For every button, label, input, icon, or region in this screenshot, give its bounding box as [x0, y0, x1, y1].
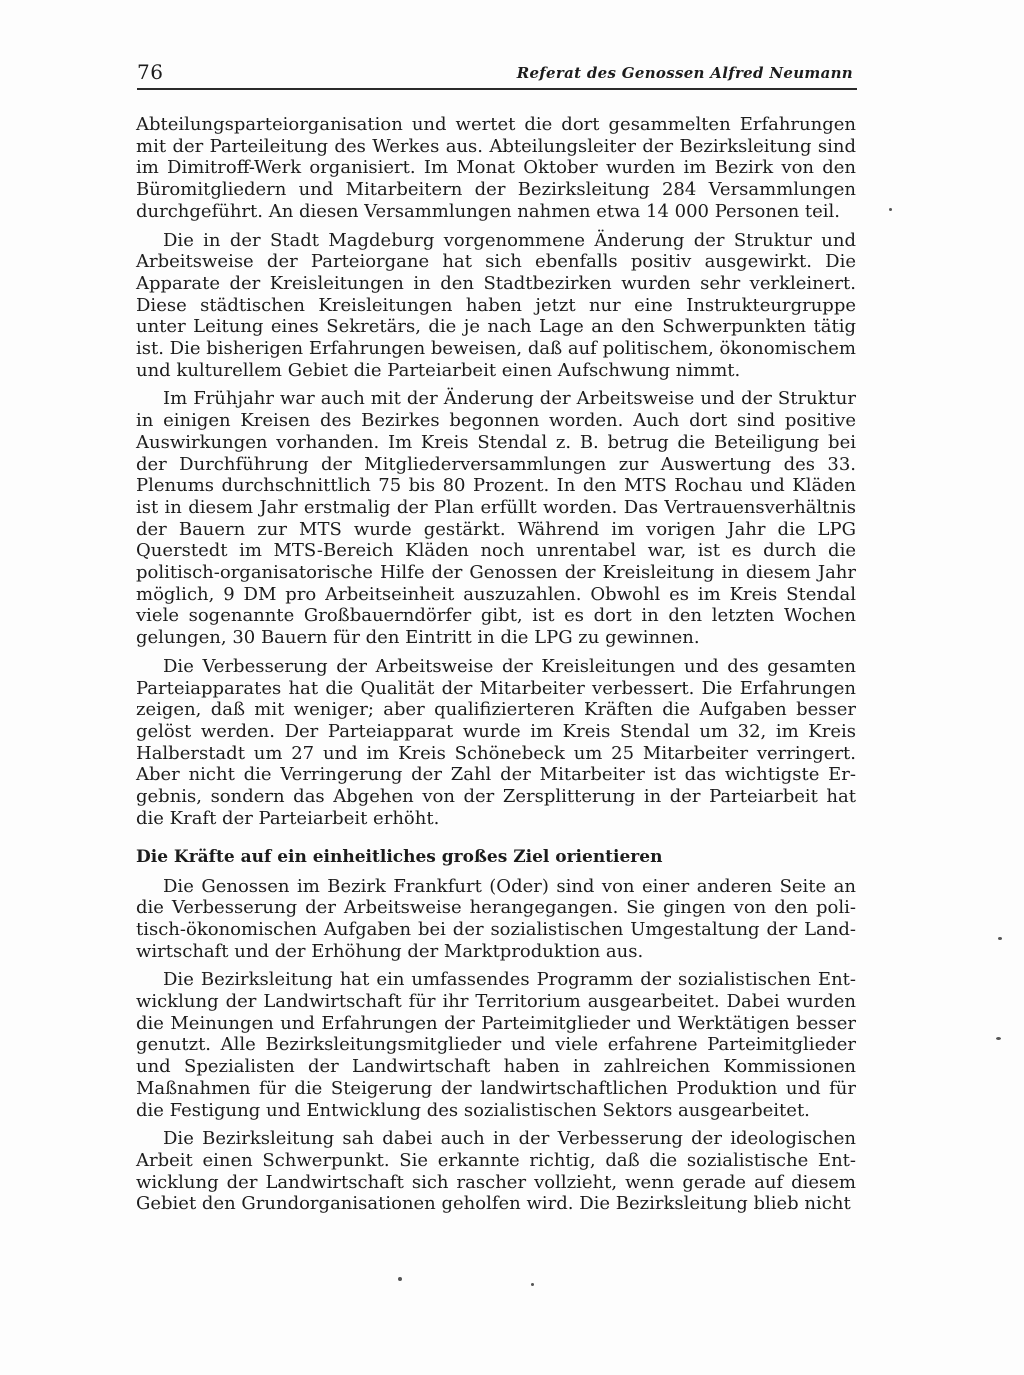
- section-heading: Die Kräfte auf ein einheitliches großes Ziel orientieren: [136, 846, 663, 867]
- scan-speck: [889, 208, 892, 211]
- paragraph: Die Genossen im Bezirk Frankfurt (Oder) sind von einer anderen Seite an die Verbesserung der Arbeitsweise herangegangen. Sie gingen von den politisch-ökonomischen Aufgaben bei der sozialistischen Umgestaltung der Landwirtschaft und der Erhöhung der Marktproduktion aus.: [136, 875, 856, 962]
- page-number: 76: [137, 60, 164, 84]
- paragraph-continued: Abteilungsparteiorganisation und wertet die dort gesammelten Erfahrungen mit der Parteileitung des Werkes aus. Abteilungsleiter der Bezirksleitung sind im Dimitroff-Werk organisiert. Im Monat Oktober wurden im Bezirk von den Büromitgliedern und Mitarbeitern der Bezirksleitung 284 Versammlungen durchgeführt. An diesen Versammlungen nahmen etwa 14 000 Personen teil.: [136, 114, 856, 222]
- paragraph: Im Frühjahr war auch mit der Änderung der Arbeitsweise und der Struktur in einigen Kreisen des Bezirkes begonnen worden. Auch dort sind positive Auswirkungen vorhanden. Im Kreis Stendal z. B. betrug die Beteiligung bei der Durchführung der Mitgliederversammlungen zur Auswertung des 33. Plenums durchschnittlich 75 bis 80 Prozent. In den MTS Rochau und Kläden ist in diesem Jahr erstmalig der Plan erfüllt worden. Das Vertrauensverhältnis der Bauern zur MTS wurde gestärkt. Während im vorigen Jahr die LPG Querstedt im MTS-Bereich Kläden noch unrentabel war, ist es durch die politisch-organisatorische Hilfe der Genossen der Kreisleitung in diesem Jahr möglich, 9 DM pro Arbeitseinheit auszuzahlen. Obwohl es im Kreis Stendal viele sogenannte Großbauerndörfer gibt, ist es dort in den letzten Wochen gelungen, 30 Bauern für den Eintritt in die LPG zu gewinnen.: [136, 388, 856, 649]
- body-text: [136, 114, 856, 1222]
- running-head: Referat des Genossen Alfred Neumann: [516, 64, 853, 82]
- page-header: [137, 58, 857, 90]
- paragraph: Die in der Stadt Magdeburg vorgenommene Änderung der Struktur und Arbeitsweise der Parteiorgane hat sich ebenfalls positiv ausgewirkt. Die Apparate der Kreisleitungen in den Stadtbezirken wurden sehr verkleinert. Diese städtischen Kreisleitungen haben jetzt nur eine Instrukteurgruppe unter Leitung eines Sekretärs, die je nach Lage an den Schwerpunkten tätig ist. Die bisherigen Erfahrungen beweisen, daß auf politischem, ökonomischem und kulturellem Gebiet die Parteiarbeit einen Aufschwung nimmt.: [136, 229, 856, 381]
- paragraph-continues: Die Bezirksleitung sah dabei auch in der Verbesserung der ideologischen Arbeit einen Schwerpunkt. Sie erkannte richtig, daß die sozialistische Entwicklung der Landwirtschaft sich rascher vollzieht, wenn gerade auf diesem Gebiet den Grundorganisationen geholfen wird. Die Bezirksleitung blieb nicht: [136, 1128, 856, 1215]
- scan-speck: [996, 1037, 1001, 1040]
- paragraph: Die Bezirksleitung hat ein umfassendes Programm der sozialistischen Entwicklung der Landwirtschaft für ihr Territorium ausgearbeitet. Dabei wurden die Meinungen und Erfahrungen der Parteimitglieder und Werktätigen besser genutzt. Alle Bezirksleitungsmitglieder und viele erfahrene Parteimitglieder und Spezialisten der Landwirtschaft haben in zahlreichen Kommissionen Maßnahmen für die Steigerung der landwirtschaftlichen Produktion und für die Festigung und Entwicklung des sozialistischen Sektors ausgearbeitet.: [136, 969, 856, 1121]
- scan-speck: [531, 1283, 534, 1286]
- scan-speck: [398, 1277, 402, 1281]
- scan-speck: [998, 937, 1002, 940]
- paragraph: Die Verbesserung der Arbeitsweise der Kreisleitungen und des gesamten Parteiapparates hat die Qualität der Mitarbeiter verbessert. Die Erfahrungen zeigen, daß mit weniger; aber qualifizierteren Kräften die Aufgaben besser gelöst werden. Der Parteiapparat wurde im Kreis Stendal um 32, im Kreis Halberstadt um 27 und im Kreis Schönebeck um 25 Mitarbeiter verringert. Aber nicht die Verringerung der Zahl der Mitarbeiter ist das wichtigste Ergebnis, sondern das Abgehen von der Zersplitterung in der Parteiarbeit hat die Kraft der Parteiarbeit erhöht.: [136, 655, 856, 829]
